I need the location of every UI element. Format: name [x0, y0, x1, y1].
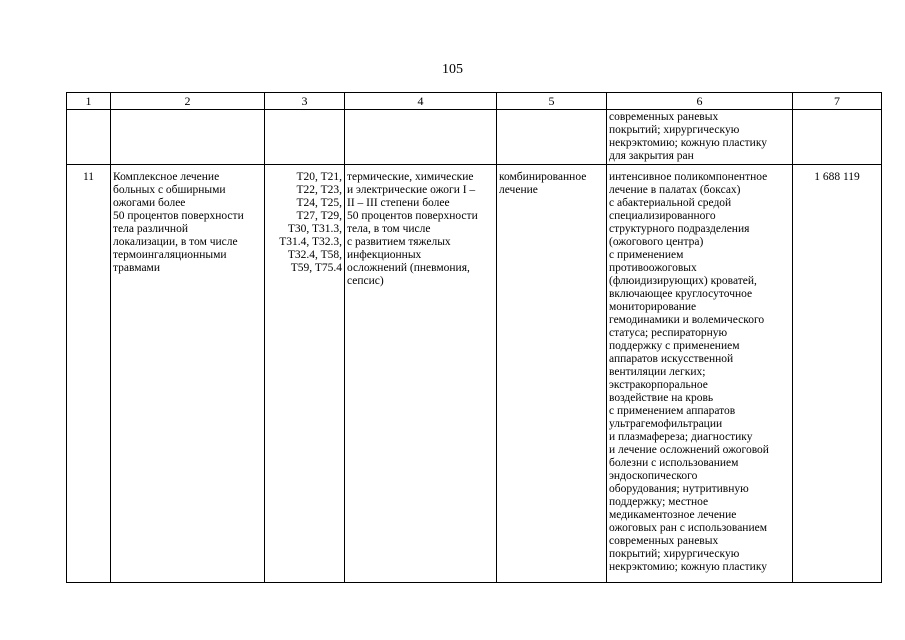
header-cell-2: 2 [111, 93, 265, 110]
cont-cell-3 [265, 110, 345, 165]
header-cell-4: 4 [345, 93, 497, 110]
row-cost-cell: 1 688 119 [793, 165, 882, 583]
row-name-cell: Комплексное лечение больных с обширными ожогами более 50 процентов поверхности тела различной локализации, в том числе термоингаляционными травмами [111, 165, 265, 583]
header-cell-5: 5 [497, 93, 607, 110]
header-cell-7: 7 [793, 93, 882, 110]
row-treatment-type-cell: комбинированное лечение [497, 165, 607, 583]
cont-cell-5 [497, 110, 607, 165]
table-row-continuation [67, 110, 882, 165]
row-patient-model-cell: термические, химические и электрические ожоги I – II – III степени более 50 процентов поверхности тела, в том числе с развитием тяжелых инфекционных осложнений (пневмония, сепсис) [345, 165, 497, 583]
row-method-cell: интенсивное поликомпонентное лечение в палатах (боксах) с абактериальной средой специализированного структурного подразделения (ожогового центра) с применением противоожоговых (флюидизирующих) кроватей, включающее круглосуточное мониторирование гемодинамики и волемического статуса; респираторную поддержку с применением аппаратов искусственной вентиляции легких; экстракорпоральное воздействие на кровь с применением аппаратов ультрагемофильтрации и плазмафереза; диагностику и лечение осложнений ожоговой болезни с использованием эндоскопического оборудования; нутритивную поддержку; местное медикаментозное лечение ожоговых ран с использованием современных раневых покрытий; хирургическую некрэктомию; кожную пластику [607, 165, 793, 583]
table-row-11 [67, 165, 882, 583]
cont-cell-1 [67, 110, 111, 165]
header-cell-3: 3 [265, 93, 345, 110]
page-number: 105 [442, 62, 463, 77]
row-codes-cell: T20, T21, T22, T23, T24, T25, T27, T29, T30, T31.3, T31.4, T32.3, T32.4, T58, T59, T75.4 [265, 165, 345, 583]
row-number-cell: 11 [67, 165, 111, 583]
header-cell-1: 1 [67, 93, 111, 110]
table-header-row [67, 93, 882, 110]
cont-cell-7 [793, 110, 882, 165]
cont-cell-2 [111, 110, 265, 165]
header-cell-6: 6 [607, 93, 793, 110]
cont-cell-4 [345, 110, 497, 165]
cont-method-cell: современных раневых покрытий; хирургическую некрэктомию; кожную пластику для закрытия ран [607, 110, 793, 165]
services-table [66, 92, 882, 583]
